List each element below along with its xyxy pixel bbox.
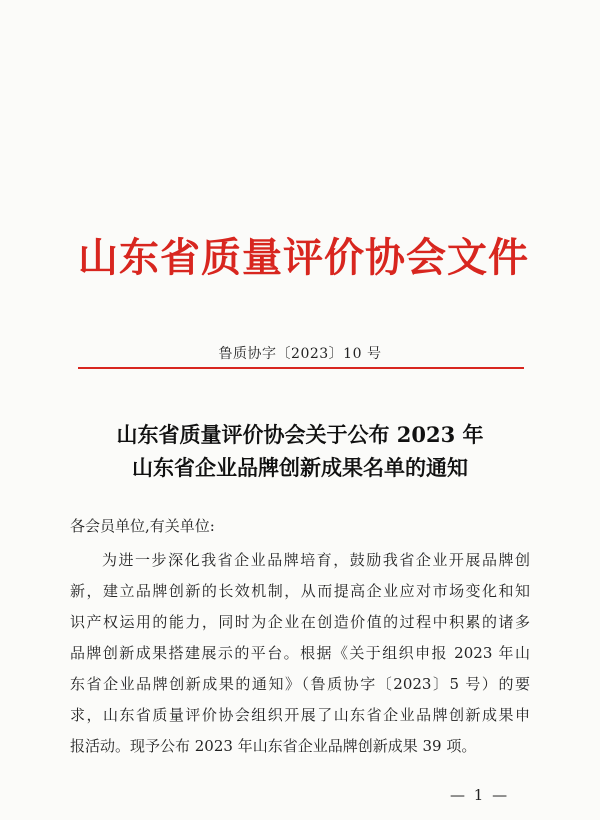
body-line: 识产权运用的能力，同时为企业在创造价值的过程中积累的诸多 bbox=[70, 613, 530, 631]
issuer-title: 山东省质量评价协会文件 bbox=[78, 235, 529, 281]
salutation: 各会员单位,有关单位: bbox=[70, 517, 215, 535]
body-line: 求，山东省质量评价协会组织开展了山东省企业品牌创新成果申 bbox=[70, 706, 530, 724]
notice-title-line-2: 山东省企业品牌创新成果名单的通知 bbox=[132, 455, 468, 480]
red-divider-line bbox=[78, 367, 524, 369]
body-line: 品牌创新成果搭建展示的平台。根据《关于组织申报 2023 年山 bbox=[70, 644, 530, 662]
page-number: — 1 — bbox=[450, 786, 510, 804]
body-line: 为进一步深化我省企业品牌培育，鼓励我省企业开展品牌创 bbox=[102, 551, 530, 569]
body-line: 东省企业品牌创新成果的通知》（鲁质协字〔2023〕5 号）的要 bbox=[70, 675, 530, 693]
document-number: 鲁质协字〔2023〕10 号 bbox=[218, 346, 382, 362]
notice-title-line-1: 山东省质量评价协会关于公布 2023 年 bbox=[116, 422, 484, 447]
body-line: 报活动。现予公布 2023 年山东省企业品牌创新成果 39 项。 bbox=[70, 737, 477, 755]
body-line: 新，建立品牌创新的长效机制，从而提高企业应对市场变化和知 bbox=[70, 582, 530, 600]
